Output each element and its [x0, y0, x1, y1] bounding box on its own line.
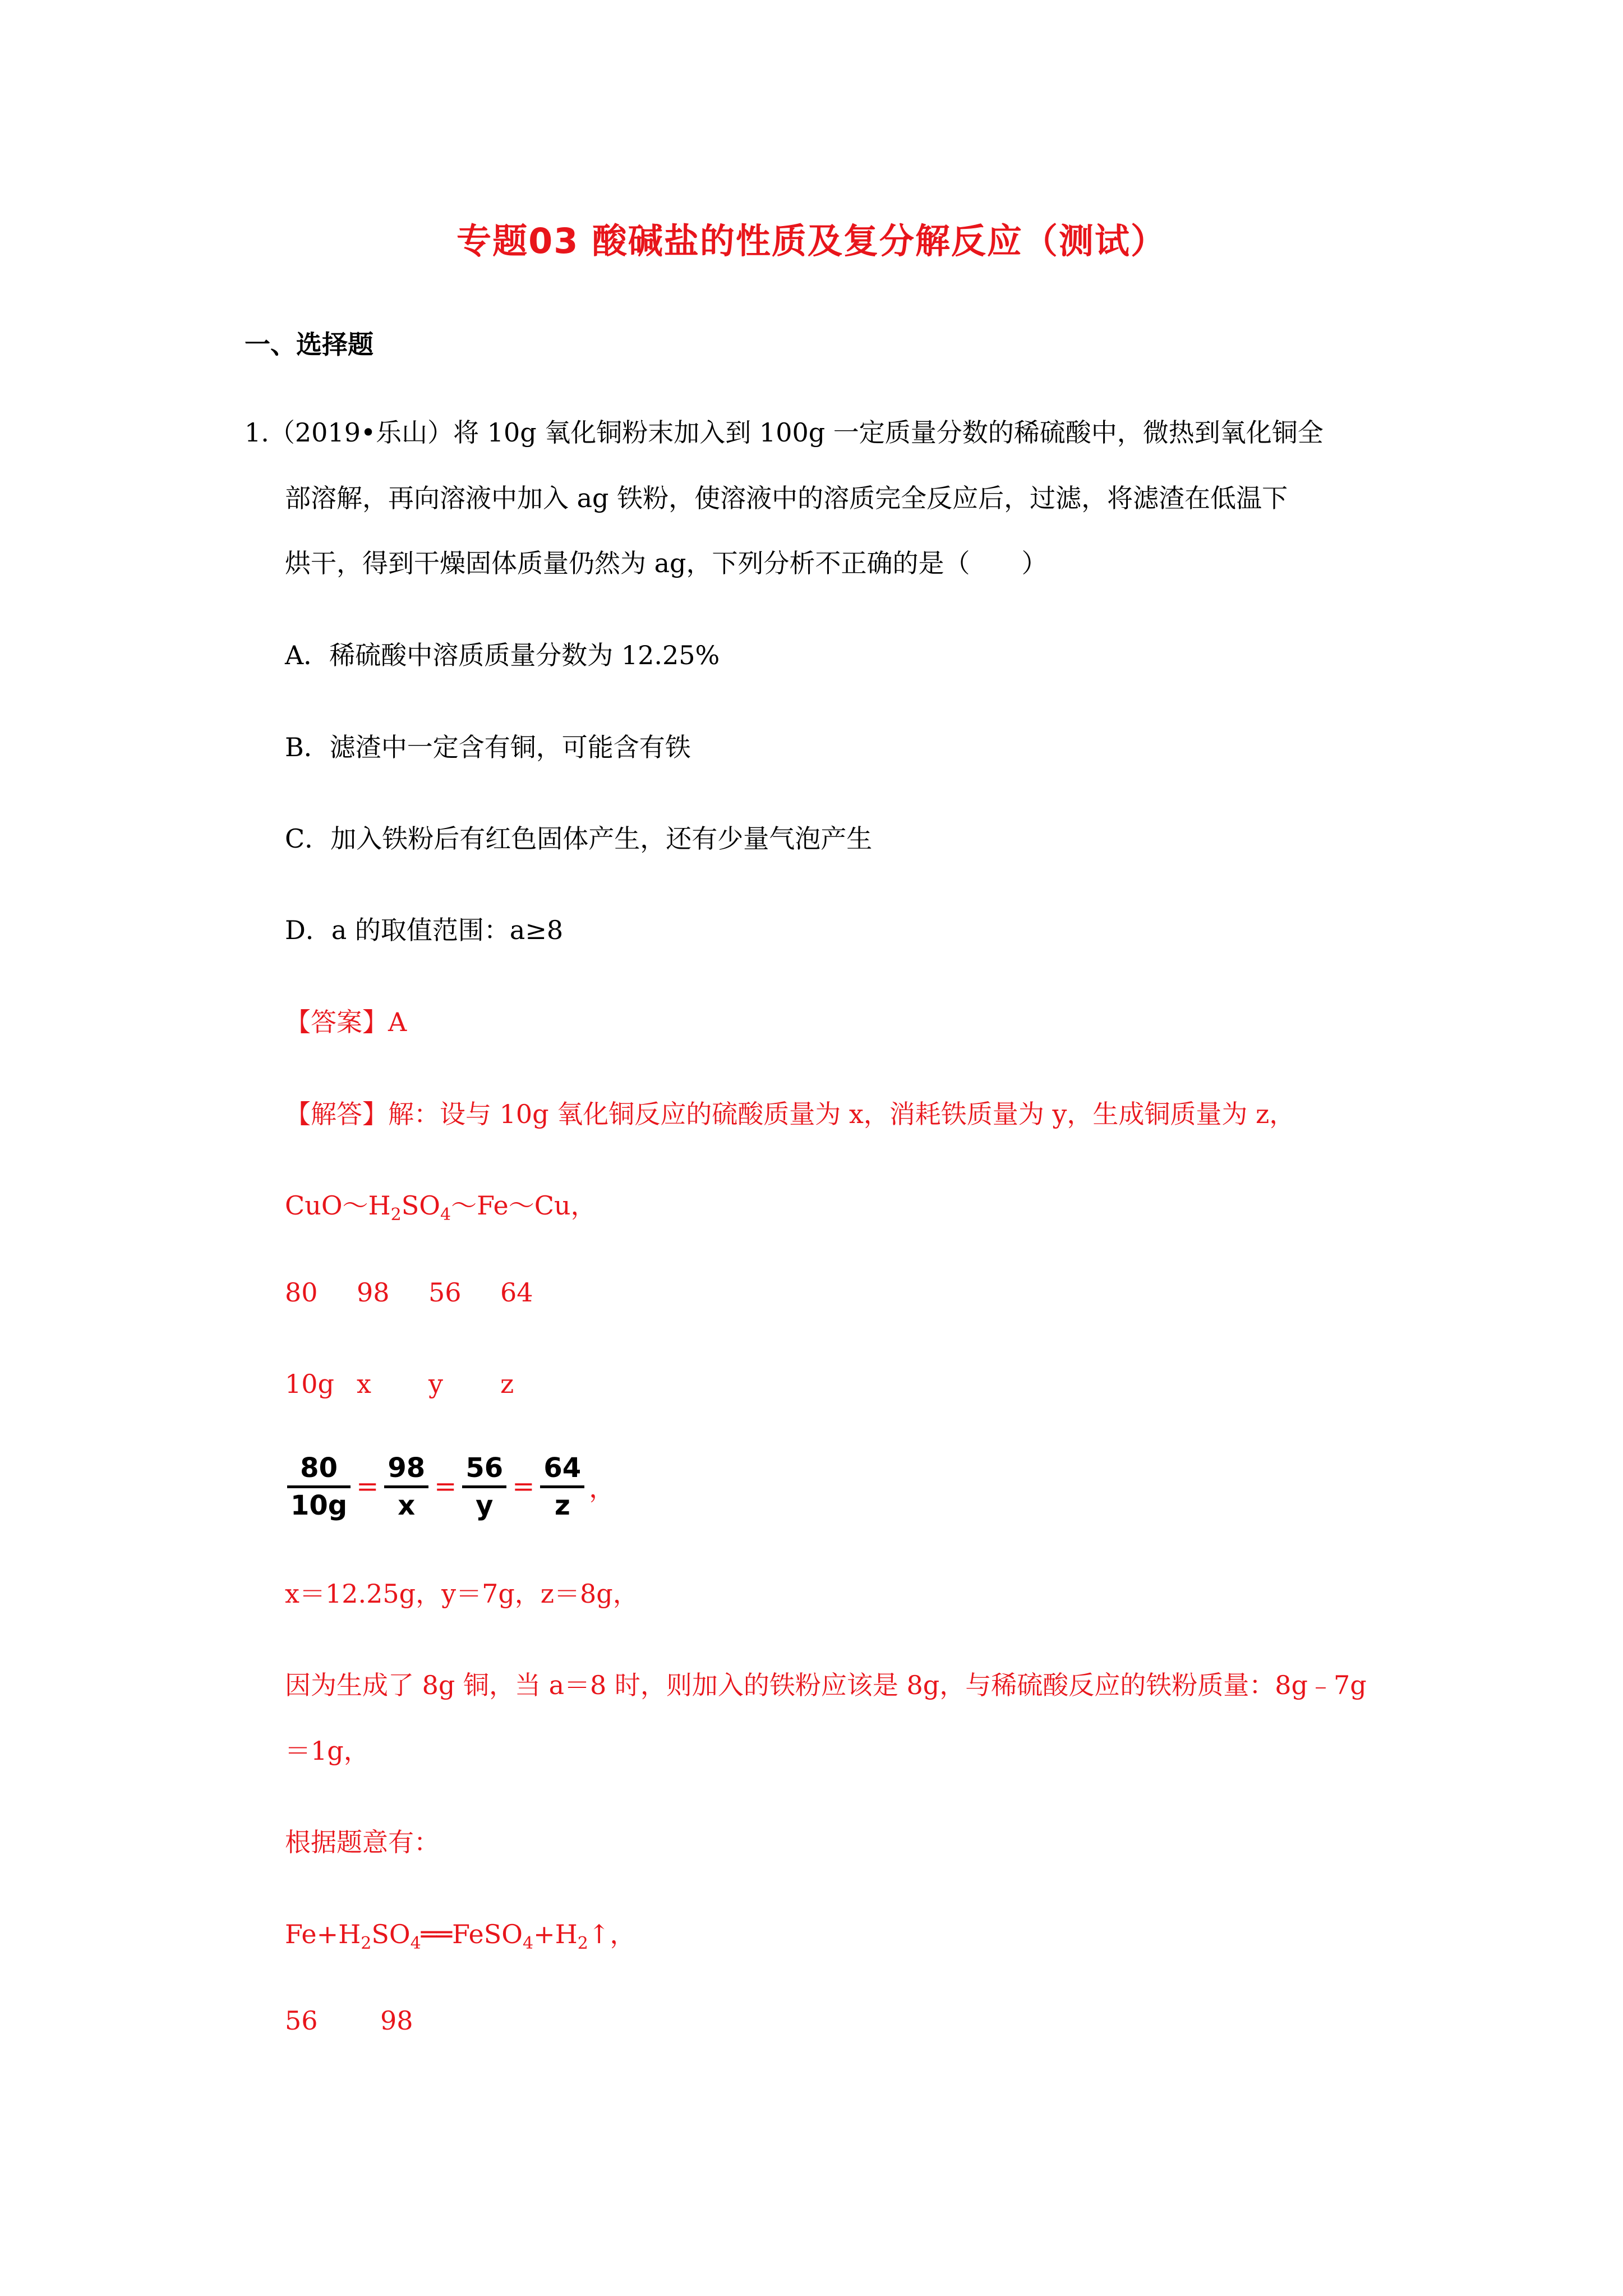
- fraction-bar: [287, 1485, 351, 1488]
- answer-value: A: [388, 1007, 407, 1037]
- fraction-bar: [462, 1485, 506, 1488]
- question-line-2: 部溶解，再向溶液中加入 ag 铁粉，使溶液中的溶质完全反应后，过滤，将滤渣在低温下: [285, 483, 1288, 513]
- document-title: 专题03 酸碱盐的性质及复分解反应（测试）: [457, 220, 1166, 261]
- fraction-denominator: y: [476, 1489, 494, 1521]
- equation-mass: 98: [380, 2005, 413, 2036]
- question-line-3: 烘干，得到干燥固体质量仍然为 ag，下列分析不正确的是（ ）: [285, 548, 1048, 578]
- relation-part: CuO～H: [285, 1190, 391, 1221]
- equation-part: ↑，: [588, 1919, 636, 1949]
- unknown-value: x: [357, 1369, 371, 1399]
- equation-subscript: 4: [410, 1934, 421, 1953]
- equation-part: ══FeSO: [421, 1919, 523, 1949]
- answer-line: [285, 1002, 407, 1039]
- answer-label: 【答案】: [285, 1007, 388, 1037]
- solution-intro-line: [285, 1094, 1295, 1131]
- option-b: B．滤渣中一定含有铜，可能含有铁: [285, 732, 691, 762]
- equation-subscript: 2: [577, 1934, 588, 1953]
- fraction: [540, 1452, 584, 1522]
- equation-part: SO: [371, 1919, 411, 1949]
- fraction: [462, 1452, 506, 1522]
- equation-subscript: 2: [361, 1934, 372, 1953]
- fraction-numerator: 80: [300, 1452, 338, 1484]
- fraction-denominator: z: [554, 1489, 570, 1521]
- fraction-numerator: 98: [388, 1452, 426, 1484]
- molar-mass: 80: [285, 1277, 318, 1308]
- fraction-bar: [540, 1485, 584, 1488]
- unknown-value: 10g: [285, 1369, 334, 1399]
- fraction: [287, 1452, 351, 1522]
- fraction-comma: ，: [589, 1473, 615, 1503]
- relation-part: SO: [401, 1190, 440, 1221]
- reasoning-line-1: 因为生成了 8g 铜，当 a＝8 时，则加入的铁粉应该是 8g，与稀硫酸反应的铁粉质量：8g﹣7g: [285, 1670, 1367, 1700]
- option-d: D．a 的取值范围：a≥8: [285, 915, 564, 945]
- equation-mass-row: [285, 2005, 413, 2036]
- molar-mass-row: [285, 1277, 533, 1308]
- relation-subscript: 4: [440, 1205, 451, 1225]
- equation-part: +H: [533, 1919, 578, 1949]
- molar-mass: 64: [500, 1277, 533, 1308]
- proportion-equation: [285, 1447, 615, 1526]
- option-a: A．稀硫酸中溶质质量分数为 12.25%: [285, 640, 720, 670]
- molar-mass: 56: [428, 1277, 462, 1308]
- equation-part: Fe+H: [285, 1919, 361, 1949]
- unknowns-row: [285, 1369, 514, 1399]
- solution-intro: 解：设与 10g 氧化铜反应的硫酸质量为 x，消耗铁质量为 y，生成铜质量为 z，: [388, 1099, 1295, 1129]
- section-heading: 一、选择题: [245, 329, 374, 360]
- equals-sign: =: [512, 1471, 535, 1502]
- according-line: 根据题意有：: [285, 1827, 440, 1857]
- equals-sign: =: [356, 1471, 379, 1502]
- fraction-bar: [384, 1485, 428, 1488]
- solution-label: 【解答】: [285, 1099, 388, 1129]
- fraction-numerator: 56: [465, 1452, 504, 1484]
- molar-mass: 98: [357, 1277, 390, 1308]
- equation-mass: 56: [285, 2005, 318, 2036]
- fraction-denominator: x: [398, 1489, 416, 1521]
- relation-subscript: 2: [390, 1205, 402, 1225]
- mass-relation: [285, 1185, 597, 1225]
- option-c: C．加入铁粉后有红色固体产生，还有少量气泡产生: [285, 823, 873, 854]
- results-line: x＝12.25g，y＝7g，z＝8g，: [285, 1579, 639, 1609]
- chemical-equation: [285, 1914, 635, 1953]
- equals-sign: =: [434, 1471, 457, 1502]
- fraction-numerator: 64: [543, 1452, 582, 1484]
- unknown-value: z: [500, 1369, 514, 1399]
- fraction: [384, 1452, 428, 1522]
- unknown-value: y: [428, 1369, 443, 1399]
- equation-subscript: 4: [522, 1934, 534, 1953]
- relation-part: ～Fe～Cu，: [451, 1190, 597, 1221]
- question-line-1: 1.（2019•乐山）将 10g 氧化铜粉末加入到 100g 一定质量分数的稀硫酸中，微热到氧化铜全: [245, 417, 1324, 448]
- reasoning-line-2: ＝1g，: [285, 1736, 370, 1766]
- fraction-denominator: 10g: [291, 1489, 348, 1521]
